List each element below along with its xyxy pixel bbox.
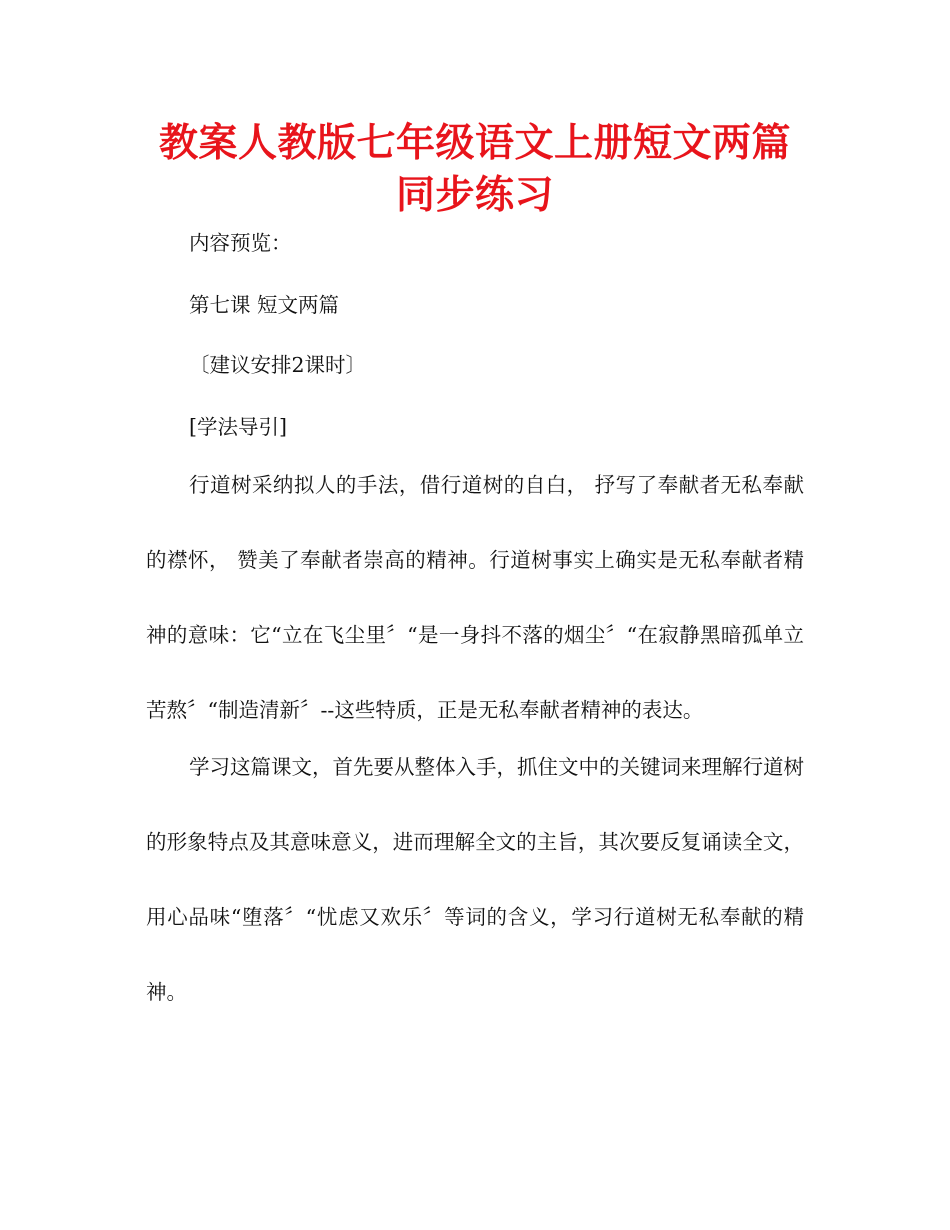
paragraph-2: 学习这篇课文，首先要从整体入手，抓住文中的关键词来理解行道树的形象特点及其意味意义，进而理解全文的主旨，其次要反复诵读全文，用心品味“堕落〞“忧虑又欢乐〞等词的含义，学习行道树无私奉献的精神。 — [146, 755, 804, 1004]
suggested-hours: 〔建议安排2课时〕 — [189, 353, 367, 377]
preview-label: 内容预览： — [189, 231, 292, 255]
lesson-title: 第七课 短文两篇 — [189, 293, 340, 317]
paragraph-1: 行道树采纳拟人的手法，借行道树的自白， 抒写了奉献者无私奉献的襟怀， 赞美了奉献者崇高的精神。行道树事实上确实是无私奉献者精神的意味：它“立在飞尘里〞“是一身抖不落的烟尘〞“在寂静黑暗孤单立苦熬〞“制造清新〞--这些特质，正是无私奉献者精神的表达。 — [146, 473, 804, 722]
document-title: 教案人教版七年级语文上册短文两篇同步练习 — [158, 121, 791, 218]
section-guide-heading: [学法导引] — [189, 415, 287, 439]
